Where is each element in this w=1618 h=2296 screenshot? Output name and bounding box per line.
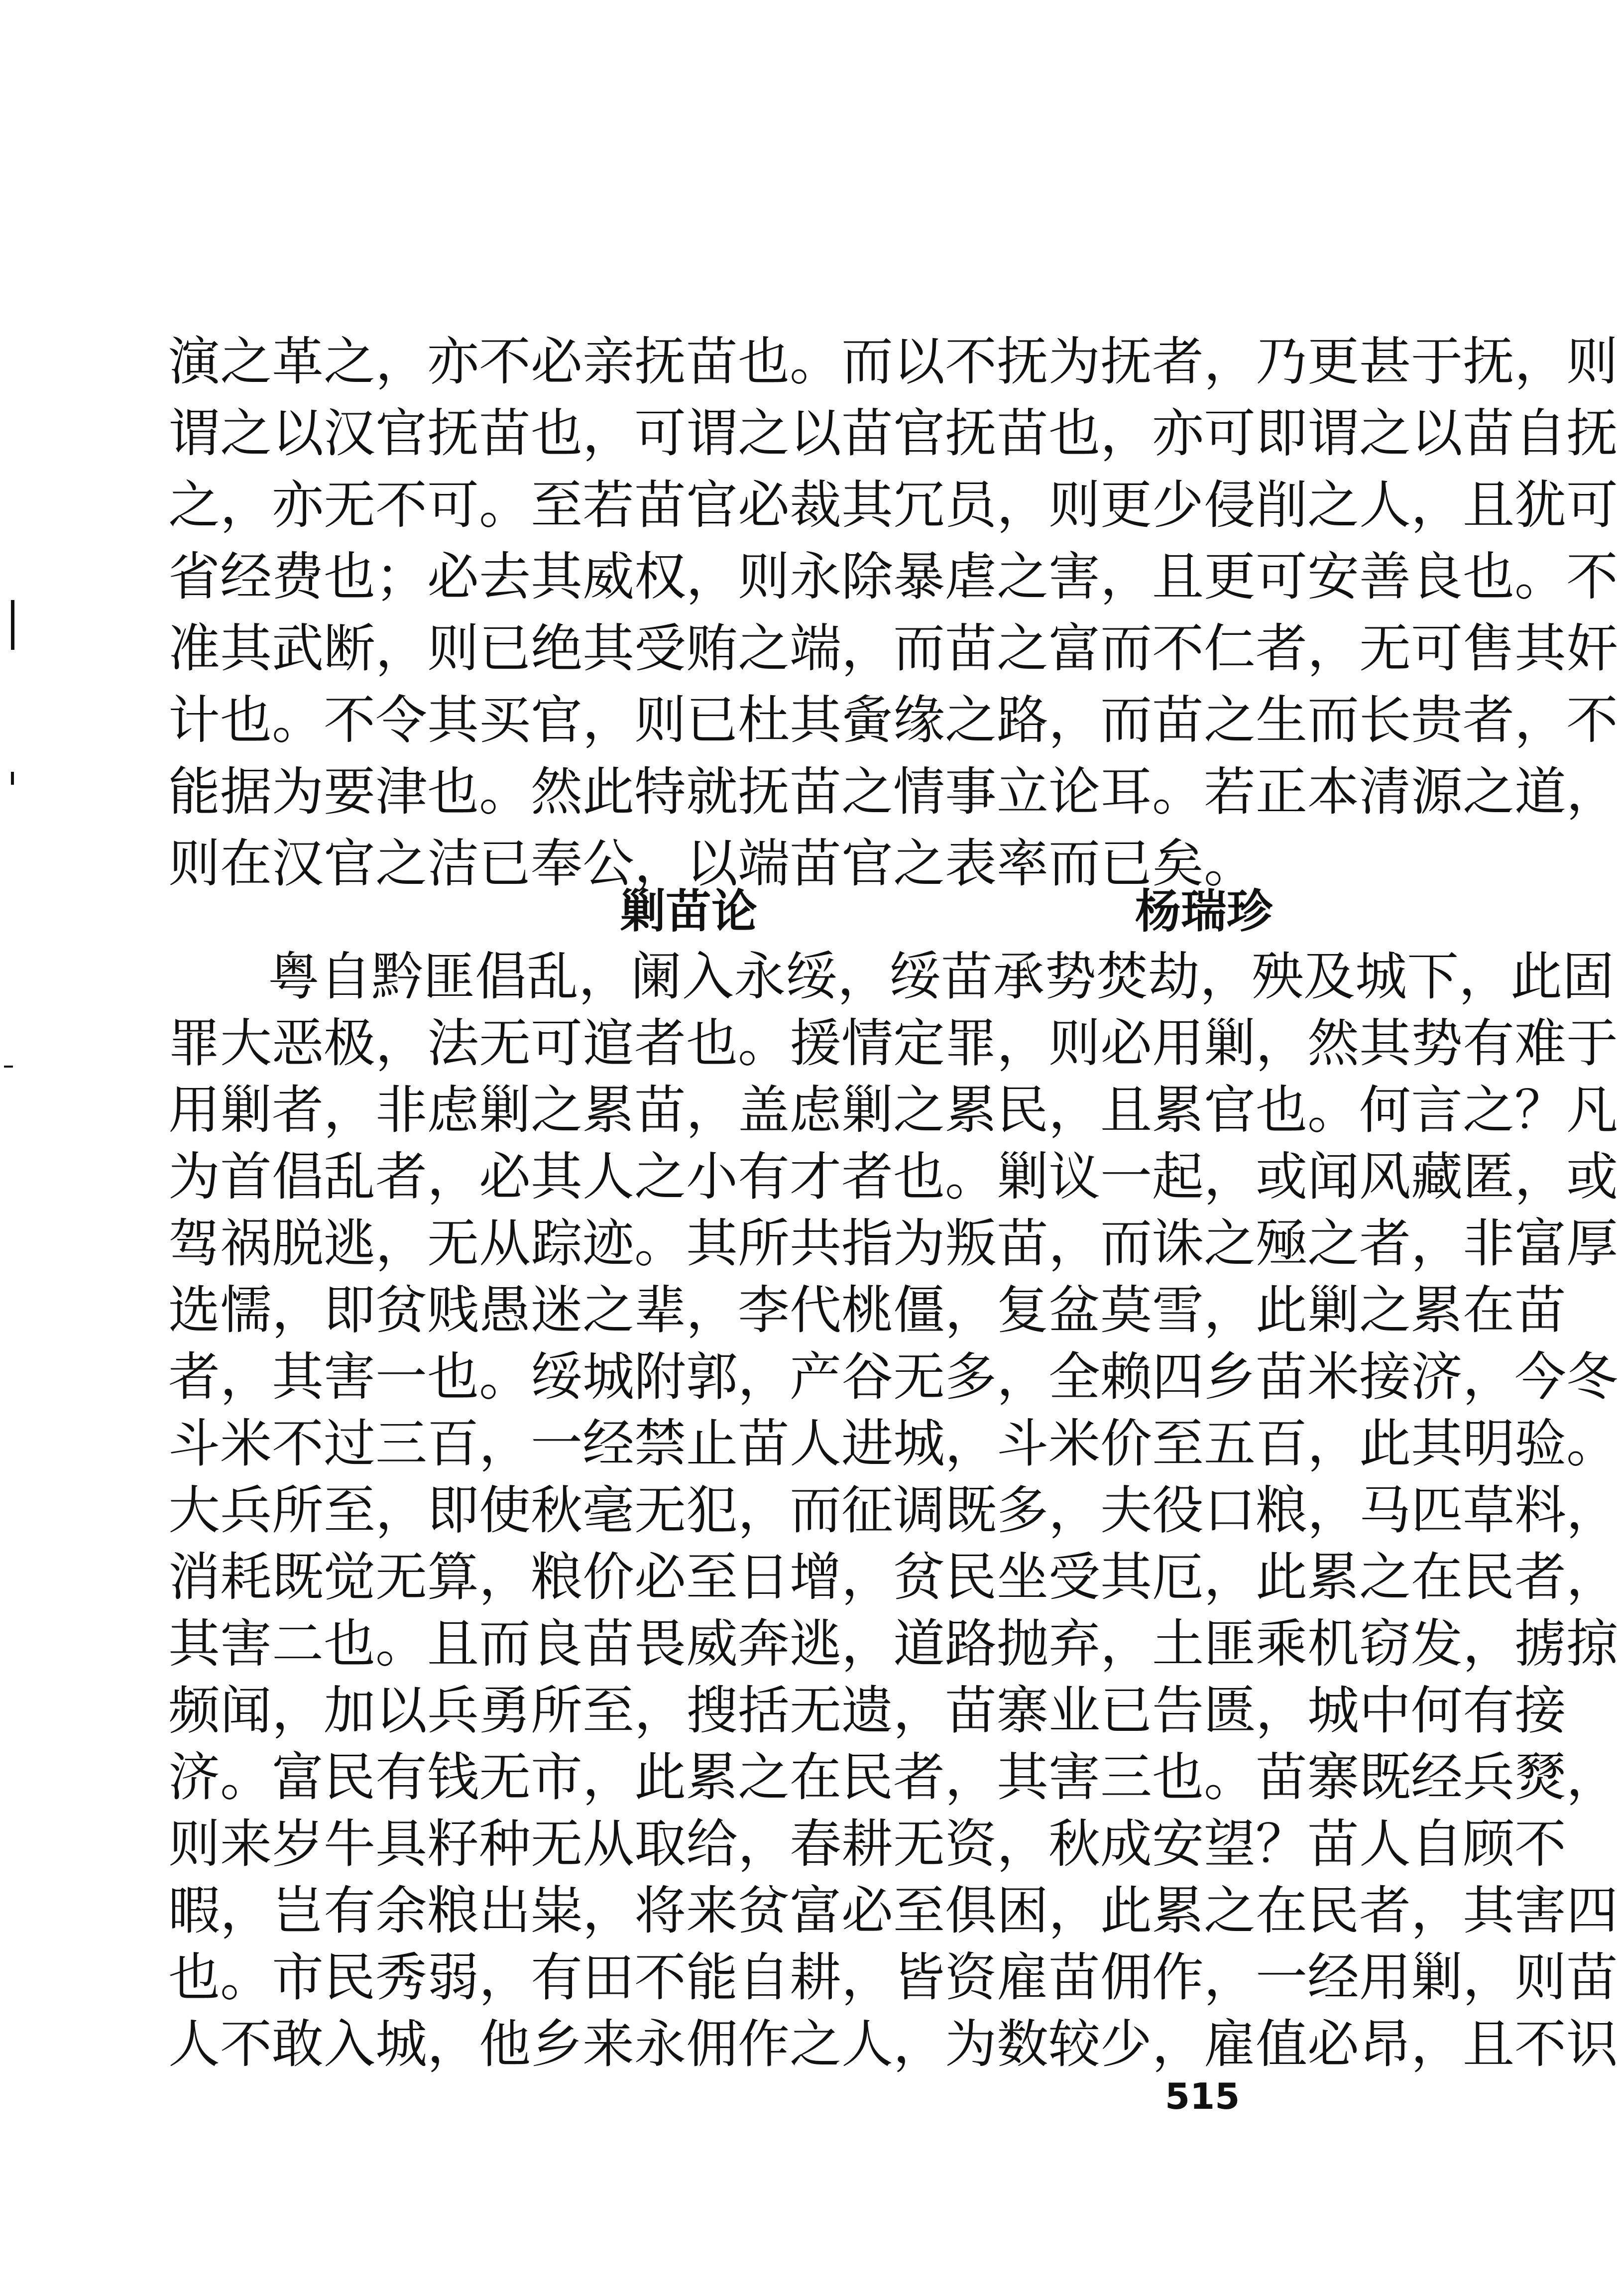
- text-line: 人不敢入城，他乡来永佣作之人，为数较少，雇值必昂，且不识: [168, 2014, 1618, 2074]
- article-title: 剿苗论: [620, 884, 758, 938]
- text-line: 也。市民秀弱，有田不能自耕，皆资雇苗佣作，一经用剿，则苗: [168, 1947, 1618, 2008]
- text-line: 能据为要津也。然此特就抚苗之情事立论耳。若正本清源之道，: [168, 761, 1618, 822]
- text-line: 者，其害一也。绥城附郭，产谷无多，全赖四乡苗米接济，今冬: [168, 1346, 1618, 1407]
- text-line: 准其武断，则已绝其受贿之端，而苗之富而不仁者，无可售其奸: [168, 618, 1618, 679]
- text-line: 济。富民有钱无市，此累之在民者，其害三也。苗寨既经兵燹，: [168, 1747, 1618, 1808]
- text-line: 则在汉官之洁已奉公，以端苗官之表率而已矣。: [168, 833, 1256, 894]
- text-line: 则来岁牛具籽种无从取给，春耕无资，秋成安望？苗人自顾不: [168, 1813, 1567, 1874]
- text-line: 罪大恶极，法无可逭者也。援情定罪，则必用剿，然其势有难于: [168, 1013, 1618, 1074]
- text-line: 之，亦无不可。至若苗官必裁其冗员，则更少侵削之人，且犹可: [168, 475, 1618, 535]
- text-line: 大兵所至，即使秋毫无犯，而征调既多，夫役口粮，马匹草料，: [168, 1480, 1618, 1541]
- text-line: 谓之以汉官抚苗也，可谓之以苗官抚苗也，亦可即谓之以苗自抚: [168, 403, 1618, 464]
- article-author: 杨瑞珍: [1135, 884, 1273, 938]
- text-line: 用剿者，非虑剿之累苗，盖虑剿之累民，且累官也。何言之？凡: [168, 1080, 1618, 1140]
- text-line: 为首倡乱者，必其人之小有才者也。剿议一起，或闻风藏匿，或: [168, 1146, 1618, 1207]
- text-line: 暇，岂有余粮出粜，将来贫富必至俱困，此累之在民者，其害四: [168, 1880, 1618, 1941]
- text-line: 斗米不过三百，一经禁止苗人进城，斗米价至五百，此其明验。: [168, 1413, 1618, 1474]
- text-line: 选懦，即贫贱愚迷之辈，李代桃僵，复盆莫雪，此剿之累在苗: [168, 1280, 1567, 1340]
- margin-mark: [11, 600, 14, 650]
- text-line: 频闻，加以兵勇所至，搜括无遗，苗寨业已告匮，城中何有接: [168, 1680, 1567, 1741]
- text-line: 计也。不令其买官，则已杜其夤缘之路，而苗之生而长贵者，不: [168, 690, 1618, 750]
- margin-mark: [11, 772, 14, 785]
- margin-mark: [4, 1066, 13, 1068]
- text-line: 省经费也；必去其威权，则永除暴虐之害，且更可安善良也。不: [168, 546, 1618, 607]
- text-line: 消耗既觉无算，粮价必至日增，贫民坐受其厄，此累之在民者，: [168, 1547, 1618, 1607]
- text-line: 驾祸脱逃，无从踪迹。其所共指为叛苗，而诛之殛之者，非富厚: [168, 1213, 1618, 1274]
- text-line: 演之革之，亦不必亲抚苗也。而以不抚为抚者，乃更甚于抚，则: [168, 331, 1618, 392]
- page-number: 515: [1165, 2075, 1240, 2117]
- text-line: 粤自黔匪倡乱，阑入永绥，绥苗承势焚劫，殃及城下，此固: [268, 946, 1615, 1007]
- text-line: 其害二也。且而良苗畏威奔逃，道路抛弃，土匪乘机窃发，掳掠: [168, 1613, 1618, 1674]
